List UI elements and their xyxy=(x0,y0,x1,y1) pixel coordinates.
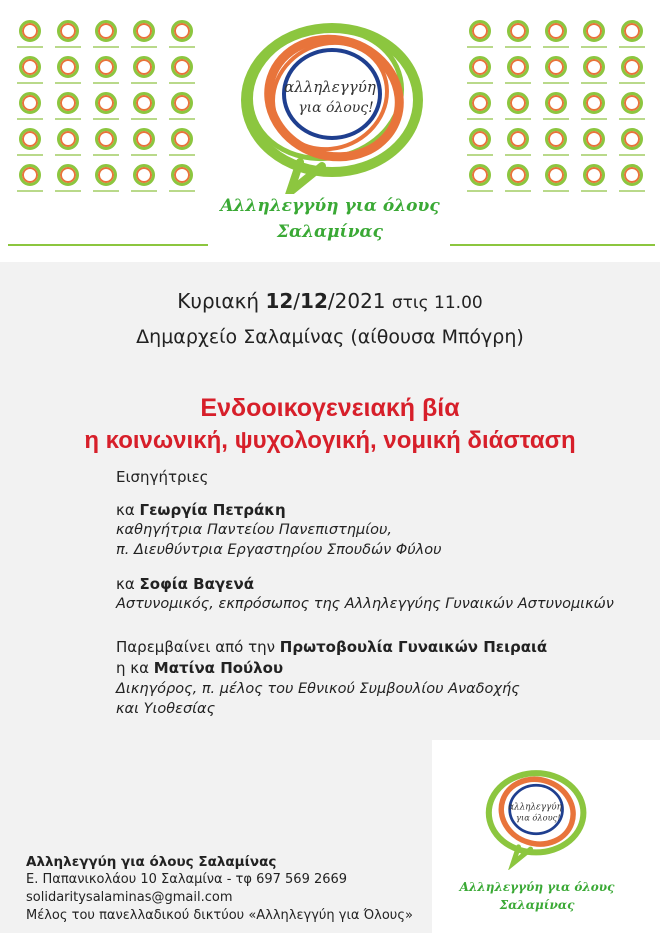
logo-tile-icon xyxy=(171,128,193,150)
logo-tile xyxy=(52,92,84,128)
logo-tile xyxy=(14,128,46,164)
logo-tile-caption xyxy=(131,190,157,192)
logo-tile xyxy=(578,56,610,92)
logo-tile-icon xyxy=(621,92,643,114)
logo-tile-icon xyxy=(545,128,567,150)
speaker2 xyxy=(116,575,254,593)
logo-tile xyxy=(14,56,46,92)
event-date: Κυριακή 12/12/2021 στις 11.00 xyxy=(177,289,483,313)
logo-tile-icon xyxy=(469,128,491,150)
logo-tile-icon xyxy=(621,20,643,42)
logo-tile xyxy=(166,128,198,164)
logo-tile-icon xyxy=(171,56,193,78)
logo-tile-icon xyxy=(545,92,567,114)
speaker1-name: Γεωργία Πετράκη xyxy=(139,501,286,519)
logo-tile xyxy=(128,92,160,128)
logo-tile-icon xyxy=(57,56,79,78)
logo-tile-caption xyxy=(17,154,43,156)
logo-tile-icon xyxy=(545,20,567,42)
footer-email: solidaritysalaminas@gmail.com xyxy=(26,890,233,905)
speakers-heading: Εισηγήτριες xyxy=(116,468,209,486)
intervention-role-line2: και Υιοθεσίας xyxy=(116,701,216,717)
logo-tile-caption xyxy=(467,118,493,120)
logo-tile-caption xyxy=(17,118,43,120)
logo-tile-caption xyxy=(131,82,157,84)
speaker2-name: Σοφία Βαγενά xyxy=(139,575,255,593)
header-divider-left xyxy=(8,244,208,246)
logo-tile-caption xyxy=(543,190,569,192)
logo-tile xyxy=(540,92,572,128)
logo-tile-icon xyxy=(95,164,117,186)
logo-tile xyxy=(540,128,572,164)
solidarity-logo-small xyxy=(480,760,590,870)
logo-tile-icon xyxy=(507,164,529,186)
logo-bubble-text-line1: αλληλεγγύη xyxy=(284,78,376,96)
logo-tile-icon xyxy=(545,56,567,78)
logo-tile xyxy=(464,128,496,164)
logo-tile xyxy=(540,20,572,56)
intervention-speaker xyxy=(116,659,283,677)
logo-tile-icon xyxy=(583,164,605,186)
logo-tile xyxy=(90,128,122,164)
logo-tile-caption xyxy=(467,154,493,156)
logo-tile-caption xyxy=(55,118,81,120)
logo-tile-icon xyxy=(133,56,155,78)
logo-tile-caption xyxy=(543,82,569,84)
speaker1-prefix: κα xyxy=(116,501,135,519)
footer-logo-box xyxy=(432,740,660,933)
small-logo-bubble-text-line1: αλληλεγγύη xyxy=(508,802,562,813)
event-venue: Δημαρχείο Σαλαμίνας (αίθουσα Μπόγρη) xyxy=(136,326,524,348)
logo-tile xyxy=(578,20,610,56)
logo-tile-caption xyxy=(505,154,531,156)
logo-tile-icon xyxy=(19,92,41,114)
logo-tile xyxy=(464,92,496,128)
logo-tile-caption xyxy=(55,154,81,156)
logo-tile xyxy=(166,20,198,56)
logo-tile-icon xyxy=(95,92,117,114)
logo-tile-caption xyxy=(581,190,607,192)
logo-tile-icon xyxy=(469,164,491,186)
logo-tile-caption xyxy=(581,154,607,156)
logo-tile-caption xyxy=(169,190,195,192)
logo-tile-caption xyxy=(619,82,645,84)
logo-tile xyxy=(616,56,648,92)
speaker1-role-line1: καθηγήτρια Παντείου Πανεπιστημίου, xyxy=(116,522,392,538)
logo-tile-caption xyxy=(93,82,119,84)
logo-tile-caption xyxy=(505,82,531,84)
logo-tile-icon xyxy=(95,20,117,42)
logo-tile-caption xyxy=(131,118,157,120)
logo-tile-caption xyxy=(619,154,645,156)
intervention-org: Πρωτοβουλία Γυναικών Πειραιά xyxy=(279,638,548,656)
logo-tile xyxy=(52,164,84,200)
logo-tile xyxy=(128,128,160,164)
footer-address: Ε. Παπανικολάου 10 Σαλαμίνα - τφ 697 569 2669 xyxy=(26,872,348,887)
logo-tile-caption xyxy=(581,46,607,48)
logo-tile xyxy=(578,92,610,128)
logo-tile-caption xyxy=(619,190,645,192)
logo-tile-icon xyxy=(545,164,567,186)
logo-tile-caption xyxy=(505,118,531,120)
logo-tile xyxy=(166,56,198,92)
logo-tile-icon xyxy=(133,128,155,150)
logo-tile-icon xyxy=(133,20,155,42)
logo-tile xyxy=(540,164,572,200)
logo-tile-icon xyxy=(133,164,155,186)
logo-tile xyxy=(90,92,122,128)
logo-tile-caption xyxy=(505,190,531,192)
logo-tile-icon xyxy=(57,164,79,186)
logo-tile-icon xyxy=(171,164,193,186)
logo-tile-grid-right xyxy=(464,20,648,200)
logo-tile-caption xyxy=(169,82,195,84)
intervention-role-line1: Δικηγόρος, π. μέλος του Εθνικού Συμβουλίου Αναδοχής xyxy=(116,681,520,697)
logo-tile xyxy=(90,56,122,92)
logo-tile xyxy=(464,56,496,92)
logo-tile-caption xyxy=(55,190,81,192)
event-subtitle: η κοινωνική, ψυχολογική, νομική διάσταση xyxy=(84,427,576,454)
logo-tile xyxy=(14,92,46,128)
logo-tile-caption xyxy=(581,118,607,120)
logo-tile-caption xyxy=(93,46,119,48)
logo-tile xyxy=(502,164,534,200)
logo-tile-caption xyxy=(169,46,195,48)
speaker2-role: Αστυνομικός, εκπρόσωπος της Αλληλεγγύης Γυναικών Αστυνομικών xyxy=(116,596,614,612)
logo-bubble-text-line2: για όλους! xyxy=(298,100,374,116)
intervention-lead: Παρεμβαίνει από την xyxy=(116,638,275,656)
logo-tile xyxy=(166,92,198,128)
logo-tile-icon xyxy=(621,56,643,78)
logo-tile-icon xyxy=(507,128,529,150)
logo-tile-icon xyxy=(469,92,491,114)
logo-tile-caption xyxy=(543,118,569,120)
logo-tile-icon xyxy=(19,128,41,150)
logo-tile-caption xyxy=(467,82,493,84)
logo-tile-caption xyxy=(17,82,43,84)
logo-tile-icon xyxy=(171,20,193,42)
logo-tile-icon xyxy=(57,92,79,114)
logo-tile-icon xyxy=(583,92,605,114)
footer-org: Αλληλεγγύη για όλους Σαλαμίνας xyxy=(26,854,277,870)
logo-tile xyxy=(90,20,122,56)
footer-network: Μέλος του πανελλαδικού δικτύου «Αλληλεγγύη για Όλους» xyxy=(26,908,413,923)
small-logo-caption-line2: Σαλαμίνας xyxy=(499,898,575,912)
intervention-prefix: η κα xyxy=(116,659,150,677)
header-banner xyxy=(0,0,660,262)
logo-tile xyxy=(14,20,46,56)
logo-tile xyxy=(578,164,610,200)
small-logo-caption-line1: Αλληλεγγύη για όλους xyxy=(459,880,615,894)
logo-tile-icon xyxy=(469,56,491,78)
logo-tile-icon xyxy=(19,20,41,42)
logo-tile-icon xyxy=(95,128,117,150)
logo-tile xyxy=(502,56,534,92)
logo-tile-caption xyxy=(55,46,81,48)
logo-caption-line2: Σαλαμίνας xyxy=(276,222,383,242)
logo-tile-caption xyxy=(619,118,645,120)
logo-tile-icon xyxy=(583,56,605,78)
logo-tile xyxy=(578,128,610,164)
logo-tile-caption xyxy=(169,154,195,156)
logo-tile xyxy=(52,128,84,164)
logo-tile-icon xyxy=(507,56,529,78)
logo-tile-icon xyxy=(583,20,605,42)
logo-tile-icon xyxy=(57,128,79,150)
logo-tile xyxy=(128,20,160,56)
logo-tile xyxy=(464,20,496,56)
intervention-line xyxy=(116,638,547,656)
logo-tile-caption xyxy=(131,154,157,156)
logo-tile-caption xyxy=(93,190,119,192)
logo-tile-caption xyxy=(131,46,157,48)
logo-tile-caption xyxy=(543,154,569,156)
solidarity-logo xyxy=(230,14,430,194)
logo-tile xyxy=(90,164,122,200)
logo-tile-caption xyxy=(619,46,645,48)
speaker2-prefix: κα xyxy=(116,575,135,593)
logo-tile xyxy=(14,164,46,200)
logo-tile-icon xyxy=(19,164,41,186)
logo-tile-caption xyxy=(17,190,43,192)
logo-tile-icon xyxy=(19,56,41,78)
logo-tile-icon xyxy=(507,92,529,114)
speaker1-role-line2: π. Διευθύντρια Εργαστηρίου Σπουδών Φύλου xyxy=(116,542,442,558)
logo-tile xyxy=(52,56,84,92)
logo-tile-icon xyxy=(507,20,529,42)
event-time: στις 11.00 xyxy=(391,293,483,313)
logo-caption-line1: Αλληλεγγύη για όλους xyxy=(220,196,440,216)
logo-tile-caption xyxy=(467,46,493,48)
event-title: Ενδοοικογενειακή βία xyxy=(200,394,460,422)
logo-tile xyxy=(616,20,648,56)
logo-tile-caption xyxy=(543,46,569,48)
event-date-day: 12 xyxy=(265,289,294,313)
logo-tile-caption xyxy=(505,46,531,48)
logo-tile-icon xyxy=(621,164,643,186)
speaker1 xyxy=(116,501,286,519)
header-divider-right xyxy=(450,244,655,246)
logo-tile xyxy=(616,92,648,128)
logo-tile xyxy=(52,20,84,56)
logo-tile-icon xyxy=(469,20,491,42)
logo-tile-grid-left xyxy=(14,20,198,200)
logo-tile-icon xyxy=(95,56,117,78)
logo-tile xyxy=(502,92,534,128)
small-logo-bubble-text-line2: για όλους! xyxy=(516,812,561,823)
logo-tile xyxy=(166,164,198,200)
event-date-year: 2021 xyxy=(334,289,386,313)
event-date-month: 12 xyxy=(300,289,328,313)
logo-tile xyxy=(128,164,160,200)
logo-tile-icon xyxy=(583,128,605,150)
logo-tile-caption xyxy=(93,118,119,120)
logo-tile-icon xyxy=(133,92,155,114)
logo-tile xyxy=(128,56,160,92)
logo-tile xyxy=(464,164,496,200)
logo-tile-icon xyxy=(171,92,193,114)
logo-tile xyxy=(540,56,572,92)
logo-tile xyxy=(616,164,648,200)
logo-tile-caption xyxy=(581,82,607,84)
logo-tile-caption xyxy=(17,46,43,48)
logo-tile xyxy=(502,20,534,56)
logo-tile-caption xyxy=(467,190,493,192)
event-day: Κυριακή xyxy=(177,289,260,313)
logo-tile xyxy=(502,128,534,164)
logo-tile xyxy=(616,128,648,164)
logo-tile-caption xyxy=(93,154,119,156)
logo-tile-caption xyxy=(55,82,81,84)
intervention-name: Ματίνα Πούλου xyxy=(153,659,284,677)
logo-tile-caption xyxy=(169,118,195,120)
logo-tile-icon xyxy=(57,20,79,42)
logo-tile-icon xyxy=(621,128,643,150)
